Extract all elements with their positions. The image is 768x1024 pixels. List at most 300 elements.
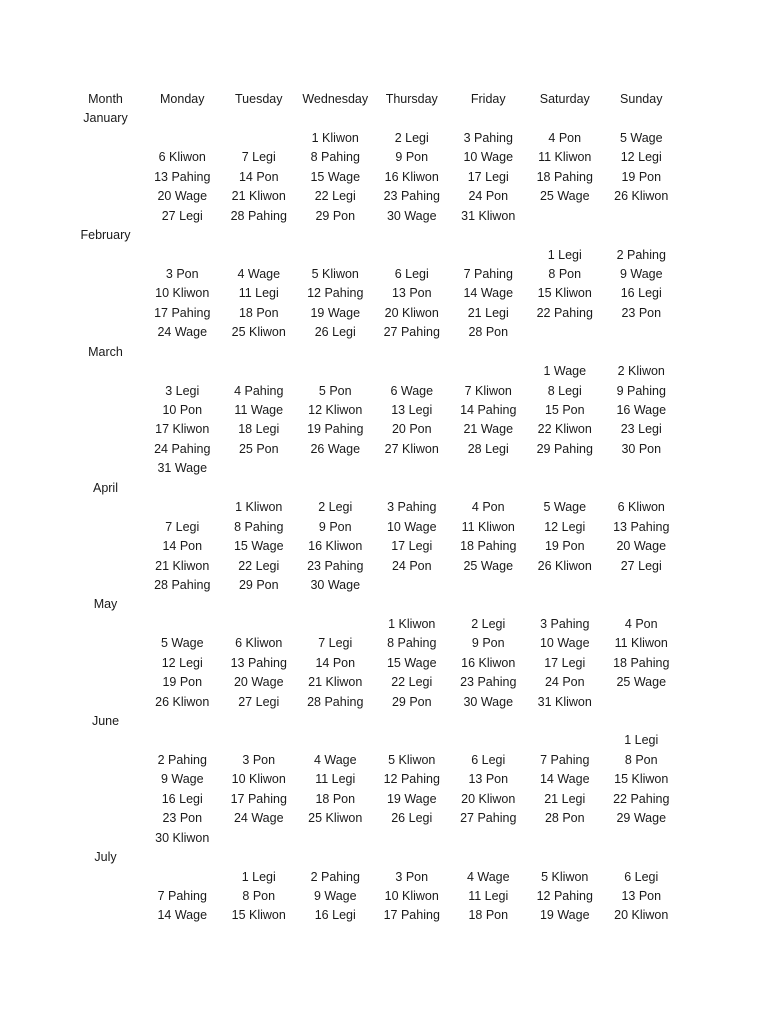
day-cell: 11 Wage	[234, 403, 284, 417]
day-cell: 11 Kliwon	[614, 636, 668, 651]
day-cell: 12 Legi	[544, 519, 586, 534]
day-cell	[144, 498, 221, 517]
day-cell	[297, 829, 374, 848]
week-row	[67, 634, 757, 653]
day-cell: 29 Pahing	[536, 441, 593, 456]
day-cell: 2 Legi	[318, 500, 353, 515]
week-row	[67, 284, 757, 303]
day-cell: 3 Pon	[395, 869, 429, 884]
week-row	[67, 654, 757, 673]
day-cell: 15 Kliwon	[614, 772, 669, 787]
day-cell: 13 Pon	[621, 888, 662, 903]
week-row	[67, 693, 757, 712]
day-cell: 8 Pahing	[310, 150, 360, 165]
day-cell: 6 Legi	[471, 752, 506, 767]
day-cell: 8 Pon	[624, 752, 658, 767]
day-cell: 8 Pahing	[234, 519, 284, 534]
day-cell	[603, 323, 680, 342]
header-tuesday: Tuesday	[235, 92, 283, 106]
month-name: March	[88, 344, 123, 359]
day-cell: 14 Pon	[162, 539, 203, 554]
week-row	[67, 518, 757, 537]
day-cell	[603, 207, 680, 226]
week-row	[67, 829, 757, 848]
day-cell: 19 Pahing	[307, 422, 364, 437]
day-cell: 25 Wage	[616, 675, 667, 690]
day-cell: 17 Pahing	[230, 791, 287, 806]
week-row	[67, 187, 757, 206]
header-sunday: Sunday	[620, 92, 663, 106]
calendar-body	[67, 109, 757, 925]
day-cell: 17 Pahing	[154, 305, 211, 320]
header-monday: Monday	[160, 92, 205, 106]
month-row	[67, 343, 757, 362]
day-cell: 20 Kliwon	[614, 908, 669, 923]
day-cell: 10 Wage	[463, 150, 514, 165]
day-cell: 19 Pon	[162, 675, 203, 690]
day-cell: 18 Pahing	[536, 169, 593, 184]
day-cell: 8 Pon	[242, 888, 276, 903]
day-cell	[374, 362, 451, 381]
month-name: July	[94, 850, 117, 865]
day-cell	[450, 246, 527, 265]
day-cell: 28 Pahing	[154, 577, 211, 592]
month-column-spacer	[67, 576, 144, 595]
day-cell: 5 Pon	[318, 383, 352, 398]
day-cell: 6 Kliwon	[158, 150, 206, 165]
day-cell: 14 Wage	[157, 908, 208, 923]
month-column-spacer	[67, 868, 144, 887]
month-column-spacer	[67, 557, 144, 576]
day-cell: 24 Pon	[468, 189, 509, 204]
day-cell	[603, 459, 680, 478]
day-cell: 22 Pahing	[613, 791, 670, 806]
month-column-spacer	[67, 207, 144, 226]
day-cell	[297, 731, 374, 750]
day-cell: 30 Wage	[310, 577, 361, 592]
day-cell: 21 Legi	[544, 791, 586, 806]
day-cell	[221, 129, 298, 148]
day-cell: 5 Kliwon	[388, 752, 436, 767]
day-cell: 29 Wage	[616, 811, 667, 826]
day-cell: 16 Kliwon	[384, 169, 439, 184]
day-cell	[603, 829, 680, 848]
day-cell	[374, 459, 451, 478]
day-cell: 27 Kliwon	[384, 441, 439, 456]
month-column-spacer	[67, 304, 144, 323]
day-cell	[374, 829, 451, 848]
day-cell: 4 Pon	[624, 616, 658, 631]
day-cell: 13 Legi	[391, 403, 433, 417]
day-cell: 31 Kliwon	[461, 208, 516, 223]
day-cell: 21 Legi	[467, 305, 509, 320]
day-cell: 17 Legi	[544, 655, 586, 670]
day-cell: 1 Kliwon	[235, 500, 283, 515]
day-cell: 19 Wage	[310, 305, 361, 320]
day-cell	[221, 829, 298, 848]
day-cell: 5 Wage	[160, 636, 204, 651]
day-cell: 23 Pon	[162, 811, 203, 826]
month-column-spacer	[67, 420, 144, 439]
day-cell	[144, 615, 221, 634]
day-cell: 8 Legi	[547, 383, 582, 398]
day-cell: 1 Kliwon	[311, 130, 359, 145]
day-cell: 5 Kliwon	[311, 266, 359, 281]
day-cell: 22 Kliwon	[537, 422, 592, 437]
month-column-spacer	[67, 382, 144, 401]
day-cell: 12 Pahing	[307, 286, 364, 301]
day-cell: 14 Pahing	[460, 403, 517, 417]
day-cell: 7 Pahing	[463, 266, 513, 281]
day-cell: 26 Legi	[391, 811, 433, 826]
day-cell: 9 Pahing	[616, 383, 666, 398]
day-cell: 9 Pon	[395, 150, 429, 165]
day-cell: 2 Legi	[394, 130, 429, 145]
week-row	[67, 673, 757, 692]
day-cell: 6 Kliwon	[617, 500, 665, 515]
day-cell: 24 Pon	[544, 675, 585, 690]
day-cell	[144, 868, 221, 887]
day-cell: 12 Legi	[620, 150, 662, 165]
month-column-spacer	[67, 634, 144, 653]
day-cell: 12 Kliwon	[308, 403, 363, 417]
day-cell: 26 Kliwon	[155, 694, 210, 709]
day-cell	[221, 731, 298, 750]
week-row	[67, 809, 757, 828]
day-cell: 23 Pon	[621, 305, 662, 320]
month-row	[67, 595, 757, 614]
day-cell: 15 Wage	[386, 655, 437, 670]
day-cell: 10 Kliwon	[384, 888, 439, 903]
day-cell: 9 Pon	[471, 636, 505, 651]
day-cell: 31 Wage	[157, 461, 208, 476]
week-row	[67, 401, 757, 420]
day-cell: 25 Pon	[238, 441, 279, 456]
day-cell	[450, 576, 527, 595]
day-cell: 25 Kliwon	[308, 811, 363, 826]
day-cell: 22 Pahing	[536, 305, 593, 320]
day-cell: 14 Pon	[238, 169, 279, 184]
month-row	[67, 479, 757, 498]
day-cell: 2 Kliwon	[617, 364, 665, 379]
day-cell: 19 Pon	[621, 169, 662, 184]
day-cell	[450, 829, 527, 848]
day-cell: 10 Wage	[539, 636, 590, 651]
day-cell: 20 Kliwon	[461, 791, 516, 806]
header-month: Month	[88, 92, 123, 106]
day-cell: 16 Kliwon	[461, 655, 516, 670]
week-row	[67, 440, 757, 459]
month-column-spacer	[67, 284, 144, 303]
day-cell: 27 Legi	[161, 208, 203, 223]
month-column-spacer	[67, 615, 144, 634]
day-cell: 7 Legi	[241, 150, 276, 165]
header-thursday: Thursday	[385, 92, 438, 106]
day-cell: 1 Legi	[241, 869, 276, 884]
day-cell: 17 Kliwon	[155, 422, 210, 437]
day-cell: 14 Wage	[539, 772, 590, 787]
day-cell	[144, 129, 221, 148]
day-cell: 11 Legi	[315, 772, 356, 787]
day-cell: 16 Kliwon	[308, 539, 363, 554]
day-cell: 6 Legi	[394, 266, 429, 281]
week-row	[67, 887, 757, 906]
month-column-spacer	[67, 518, 144, 537]
day-cell	[527, 207, 604, 226]
day-cell: 9 Wage	[160, 772, 204, 787]
week-row	[67, 576, 757, 595]
month-column-spacer	[67, 537, 144, 556]
day-cell: 1 Wage	[543, 364, 587, 379]
day-cell	[221, 459, 298, 478]
week-row	[67, 498, 757, 517]
month-column-spacer	[67, 693, 144, 712]
day-cell: 6 Wage	[390, 383, 434, 398]
week-row	[67, 148, 757, 167]
day-cell: 16 Legi	[161, 791, 203, 806]
day-cell: 20 Wage	[157, 189, 208, 204]
day-cell: 23 Pahing	[307, 558, 364, 573]
day-cell	[527, 829, 604, 848]
day-cell	[374, 576, 451, 595]
month-column-spacer	[67, 323, 144, 342]
month-column-spacer	[67, 148, 144, 167]
day-cell: 28 Pon	[468, 325, 509, 340]
month-name: February	[80, 228, 131, 243]
week-row	[67, 615, 757, 634]
day-cell: 15 Pon	[544, 403, 585, 417]
day-cell: 1 Kliwon	[388, 616, 436, 631]
day-cell: 24 Pahing	[154, 441, 211, 456]
day-cell: 16 Legi	[314, 908, 356, 923]
month-column-spacer	[67, 906, 144, 925]
day-cell: 28 Pon	[544, 811, 585, 826]
day-cell: 30 Wage	[386, 208, 437, 223]
month-column-spacer	[67, 751, 144, 770]
day-cell: 15 Wage	[233, 539, 284, 554]
month-row	[67, 109, 757, 128]
day-cell: 30 Kliwon	[155, 830, 210, 845]
day-cell	[144, 362, 221, 381]
day-cell: 8 Pahing	[387, 636, 437, 651]
day-cell: 12 Pahing	[383, 772, 440, 787]
day-cell: 3 Pon	[242, 752, 276, 767]
day-cell: 13 Pahing	[154, 169, 211, 184]
day-cell	[527, 731, 604, 750]
day-cell: 24 Wage	[233, 811, 284, 826]
day-cell: 10 Wage	[386, 519, 437, 534]
day-cell	[527, 323, 604, 342]
day-cell: 26 Kliwon	[537, 558, 592, 573]
day-cell	[297, 459, 374, 478]
month-column-spacer	[67, 829, 144, 848]
week-row	[67, 557, 757, 576]
month-column-spacer	[67, 265, 144, 284]
day-cell: 6 Kliwon	[235, 636, 283, 651]
day-cell: 3 Legi	[165, 383, 200, 398]
day-cell: 8 Pon	[548, 266, 582, 281]
day-cell: 2 Pahing	[616, 247, 666, 262]
day-cell: 9 Wage	[313, 888, 357, 903]
week-row	[67, 362, 757, 381]
day-cell: 1 Legi	[624, 733, 659, 748]
day-cell: 7 Legi	[165, 519, 200, 534]
day-cell: 12 Pahing	[536, 888, 593, 903]
week-row	[67, 751, 757, 770]
month-column-spacer	[67, 246, 144, 265]
day-cell: 16 Wage	[616, 403, 667, 417]
day-cell: 14 Wage	[463, 286, 514, 301]
month-column-spacer	[67, 362, 144, 381]
month-column-spacer	[67, 809, 144, 828]
month-column-spacer	[67, 887, 144, 906]
day-cell: 15 Wage	[310, 169, 361, 184]
day-cell	[603, 576, 680, 595]
day-cell: 29 Pon	[391, 694, 432, 709]
day-cell: 4 Wage	[466, 869, 510, 884]
day-cell: 13 Pahing	[230, 655, 287, 670]
day-cell: 13 Pahing	[613, 519, 670, 534]
day-cell: 18 Pon	[315, 791, 356, 806]
day-cell: 21 Kliwon	[308, 675, 363, 690]
day-cell	[450, 362, 527, 381]
day-cell: 21 Kliwon	[231, 189, 286, 204]
month-column-spacer	[67, 673, 144, 692]
day-cell: 4 Wage	[313, 752, 357, 767]
day-cell: 20 Pon	[391, 422, 432, 437]
day-cell: 27 Pahing	[460, 811, 517, 826]
month-name: May	[93, 597, 118, 612]
day-cell	[297, 362, 374, 381]
day-cell: 10 Kliwon	[231, 772, 286, 787]
week-row	[67, 420, 757, 439]
day-cell: 25 Wage	[539, 189, 590, 204]
day-cell: 5 Kliwon	[541, 869, 589, 884]
day-cell	[297, 246, 374, 265]
week-row	[67, 790, 757, 809]
day-cell: 2 Pahing	[157, 752, 207, 767]
month-column-spacer	[67, 790, 144, 809]
day-cell: 28 Legi	[467, 441, 509, 456]
week-row	[67, 770, 757, 789]
day-cell: 25 Kliwon	[231, 325, 286, 340]
day-cell: 11 Legi	[238, 286, 279, 301]
day-cell: 17 Legi	[391, 539, 433, 554]
day-cell: 11 Kliwon	[461, 519, 515, 534]
day-cell: 11 Kliwon	[538, 150, 592, 165]
day-cell: 4 Pon	[548, 130, 582, 145]
day-cell	[450, 459, 527, 478]
day-cell: 3 Pon	[165, 266, 199, 281]
month-row	[67, 226, 757, 245]
day-cell: 28 Pahing	[230, 208, 287, 223]
day-cell: 3 Pahing	[540, 616, 590, 631]
day-cell	[527, 576, 604, 595]
month-column-spacer	[67, 770, 144, 789]
day-cell: 17 Legi	[467, 169, 509, 184]
day-cell: 22 Legi	[314, 189, 356, 204]
month-column-spacer	[67, 401, 144, 420]
day-cell: 26 Kliwon	[614, 189, 669, 204]
day-cell: 29 Pon	[238, 577, 279, 592]
month-row	[67, 848, 757, 867]
day-cell: 18 Pahing	[613, 655, 670, 670]
day-cell: 21 Kliwon	[155, 558, 210, 573]
week-row	[67, 246, 757, 265]
day-cell: 23 Pahing	[460, 675, 517, 690]
day-cell: 18 Legi	[238, 422, 280, 437]
week-row	[67, 906, 757, 925]
day-cell	[603, 693, 680, 712]
header-friday: Friday	[470, 92, 506, 106]
day-cell: 20 Wage	[233, 675, 284, 690]
day-cell: 24 Pon	[391, 558, 432, 573]
day-cell: 26 Wage	[310, 441, 361, 456]
day-cell: 6 Legi	[624, 869, 659, 884]
week-row	[67, 323, 757, 342]
day-cell	[297, 615, 374, 634]
day-cell: 27 Legi	[238, 694, 280, 709]
day-cell	[450, 731, 527, 750]
day-cell: 27 Legi	[620, 558, 662, 573]
day-cell: 16 Legi	[620, 286, 662, 301]
day-cell: 5 Wage	[543, 500, 587, 515]
day-cell: 3 Pahing	[463, 130, 513, 145]
day-cell: 18 Pon	[238, 305, 279, 320]
day-cell: 9 Pon	[318, 519, 352, 534]
day-cell: 20 Wage	[616, 539, 667, 554]
day-cell: 26 Legi	[314, 325, 356, 340]
day-cell: 7 Pahing	[540, 752, 590, 767]
day-cell	[374, 731, 451, 750]
day-cell: 19 Wage	[386, 791, 437, 806]
week-row	[67, 304, 757, 323]
day-cell: 2 Pahing	[310, 869, 360, 884]
day-cell: 2 Legi	[471, 616, 506, 631]
day-cell: 30 Pon	[621, 441, 662, 456]
day-cell: 22 Legi	[391, 675, 433, 690]
day-cell	[221, 246, 298, 265]
day-cell	[144, 731, 221, 750]
day-cell: 13 Pon	[468, 772, 509, 787]
month-column-spacer	[67, 654, 144, 673]
month-column-spacer	[67, 129, 144, 148]
day-cell: 25 Wage	[463, 558, 514, 573]
day-cell: 19 Wage	[539, 908, 590, 923]
day-cell: 15 Kliwon	[537, 286, 592, 301]
day-cell: 23 Legi	[620, 422, 662, 437]
month-name: January	[83, 111, 128, 126]
day-cell: 4 Wage	[237, 266, 281, 281]
week-row	[67, 265, 757, 284]
month-column-spacer	[67, 498, 144, 517]
day-cell: 27 Pahing	[383, 325, 440, 340]
day-cell: 15 Kliwon	[231, 908, 286, 923]
day-cell: 12 Legi	[161, 655, 203, 670]
month-column-spacer	[67, 440, 144, 459]
day-cell: 28 Pahing	[307, 694, 364, 709]
month-column-spacer	[67, 187, 144, 206]
day-cell: 1 Legi	[547, 247, 582, 262]
week-row	[67, 731, 757, 750]
day-cell: 10 Pon	[162, 403, 203, 417]
week-row	[67, 382, 757, 401]
day-cell	[221, 615, 298, 634]
day-cell: 19 Pon	[544, 539, 585, 554]
day-cell: 7 Kliwon	[464, 383, 512, 398]
calendar-sheet	[67, 90, 757, 926]
day-cell: 23 Pahing	[383, 189, 440, 204]
